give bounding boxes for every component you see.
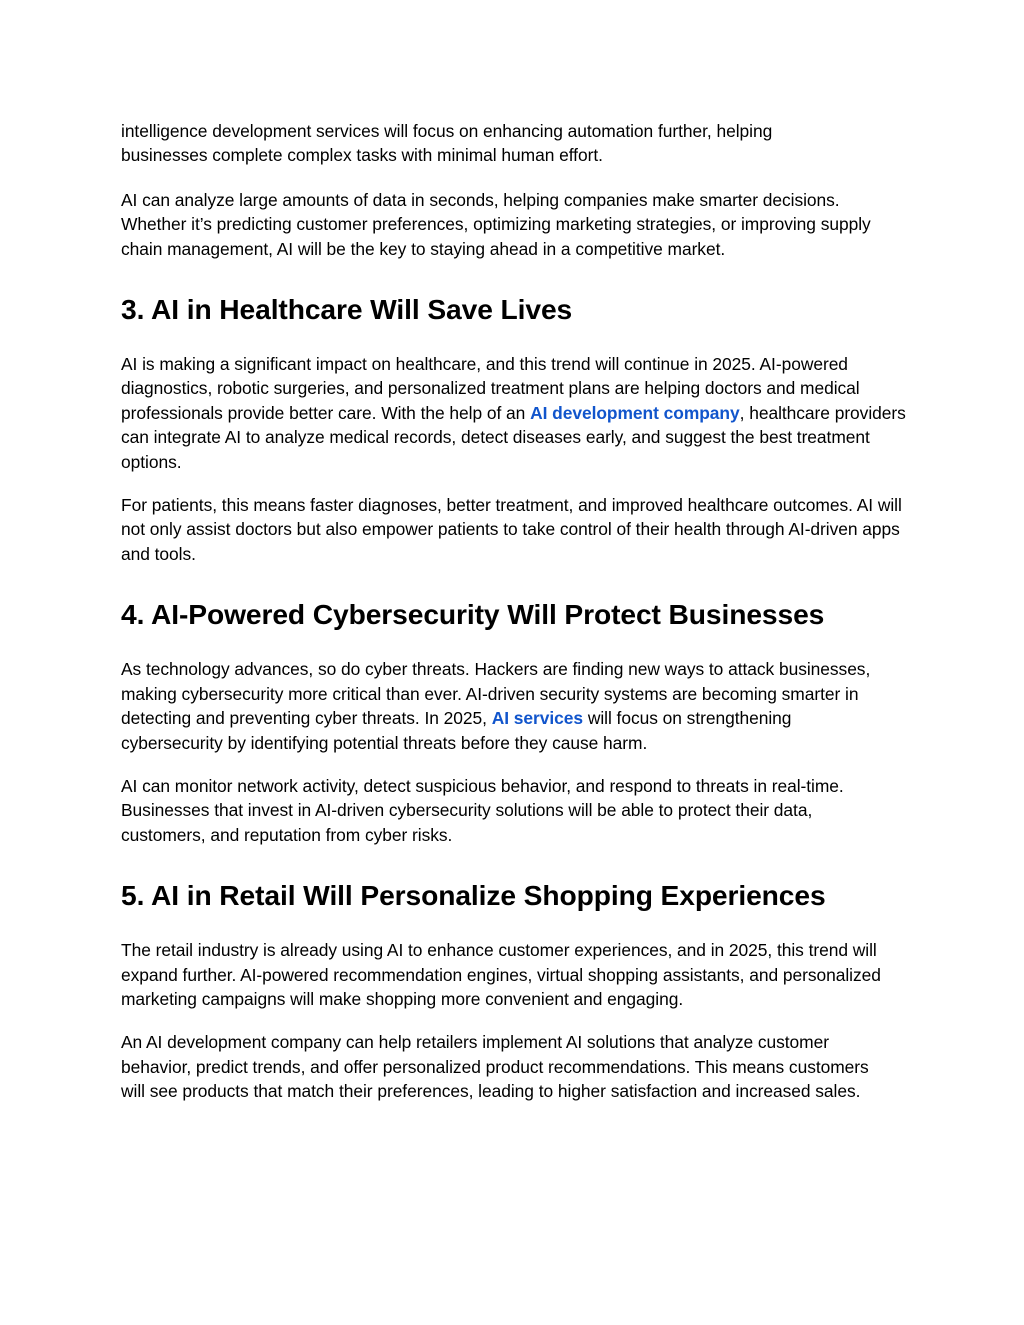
paragraph-cybersecurity-2: AI can monitor network activity, detect suspicious behavior, and respond to threats in real-time. Businesses that invest in AI-driven cybersecurity solutions will be able to protect their data, customers, and reputation from cyber risks. [121,775,844,845]
section-heading-retail: 5. AI in Retail Will Personalize Shopping Experiences [121,879,826,912]
paragraph-intro-1: intelligence development services will focus on enhancing automation further, helping businesses complete complex tasks with minimal human effort. [121,121,773,166]
document-page [121,119,911,1104]
paragraph-healthcare-1-text-b: , healthcare providers can integrate AI to analyze medical records, detect diseases early, and suggest the best treatment options. [121,402,906,472]
paragraph-retail-1: The retail industry is already using AI to enhance customer experiences, and in 2025, this trend will expand further. AI-powered recommendation engines, virtual shopping assistants, and personalized marketing campaigns will make shopping more convenient and engaging. [121,940,881,1009]
ai-development-company-link[interactable]: AI development company [530,402,740,423]
paragraph-cybersecurity-1-text-a: As technology advances, so do cyber threats. Hackers are finding new ways to attack businesses, making cybersecurity more critical than ever. AI-driven security systems are becoming smarter in detecting and preventing cyber threats. In 2025, [121,659,871,729]
paragraph-healthcare-1-text-a: AI is making a significant impact on healthcare, and this trend will continue in 2025. AI-powered diagnostics, robotic surgeries, and personalized treatment plans are helping doctors and medical professionals provide better care. With the help of an [121,354,860,423]
paragraph-healthcare-1 [121,352,906,474]
section-heading-cybersecurity: 4. AI-Powered Cybersecurity Will Protect Businesses [121,598,825,631]
paragraph-intro-2: AI can analyze large amounts of data in seconds, helping companies make smarter decisions. Whether it’s predicting customer preferences, optimizing marketing strategies, or improving supply chain management, AI will be the key to staying ahead in a competitive market. [121,189,871,259]
paragraph-retail-2: An AI development company can help retailers implement AI solutions that analyze customer behavior, predict trends, and offer personalized product recommendations. This means customers will see products that match their preferences, leading to higher satisfaction and increased sales. [121,1032,869,1102]
ai-services-link[interactable]: AI services [491,708,584,729]
paragraph-healthcare-2: For patients, this means faster diagnoses, better treatment, and improved healthcare outcomes. AI will not only assist doctors but also empower patients to take control of their health through AI-driven apps and tools. [121,495,902,564]
paragraph-cybersecurity-1 [121,657,891,755]
section-heading-healthcare: 3. AI in Healthcare Will Save Lives [121,293,573,326]
paragraph-cybersecurity-1-text-b: will focus on strengthening cybersecurity by identifying potential threats before they cause harm. [121,708,792,753]
